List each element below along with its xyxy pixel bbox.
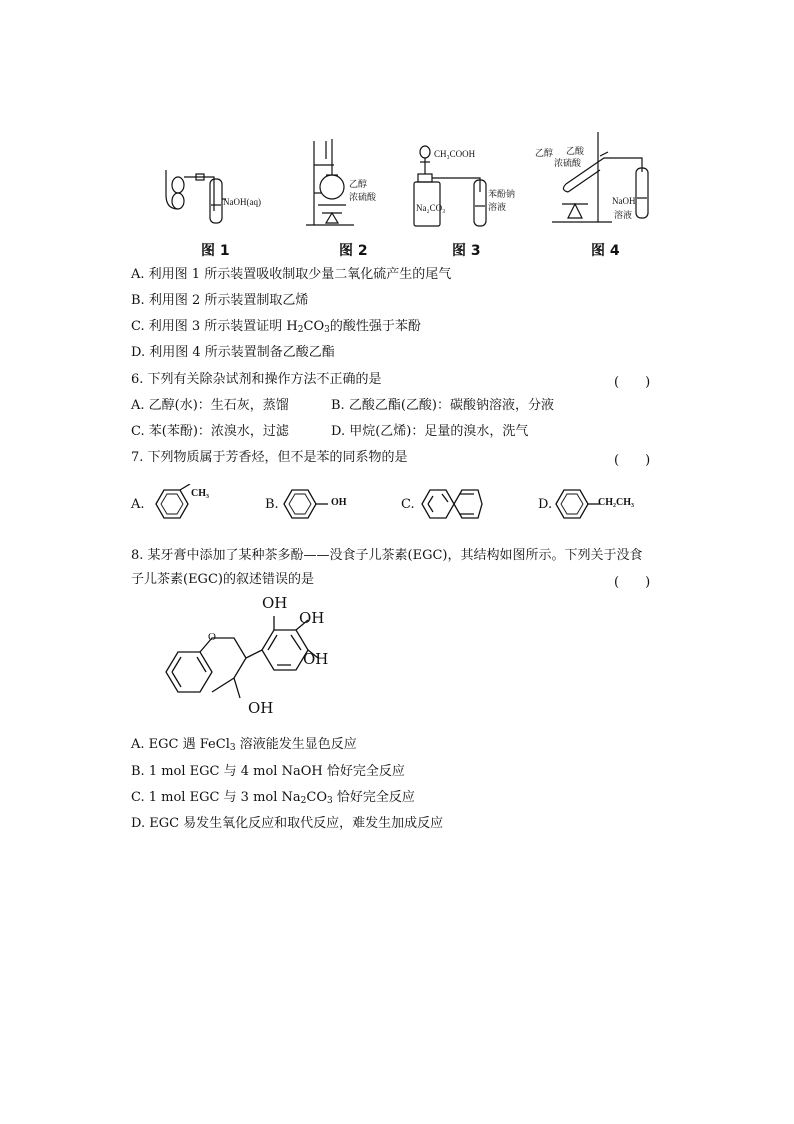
q7-stem: 7. 下列物质属于芳香烃，但不是苯的同系物的是: [131, 450, 408, 465]
ring-oxygen-label: O: [208, 631, 216, 643]
q6-option-c: C. 苯(苯酚)：浓溴水，过滤: [131, 424, 289, 439]
q5-option-c: C. 利用图 3 所示装置证明 $H_2CO_3$的酸性强于苯酚: [131, 319, 421, 335]
q8-option-d: D. EGC 易发生氧化反应和取代反应，难发生加成反应: [131, 816, 444, 831]
q7-answer-paren: ( ): [614, 453, 651, 468]
q5-option-d: D. 利用图 4 所示装置制备乙酸乙酯: [131, 345, 335, 360]
naphthalene-structure: [418, 484, 484, 524]
fig2-label-ethanol: 乙醇: [349, 179, 368, 189]
q5-option-a: A. 利用图 1 所示装置吸收制取少量二氧化硫产生的尾气: [131, 267, 452, 282]
q6-option-b: B. 乙酸乙酯(乙酸)：碳酸钠溶液，分液: [331, 398, 554, 413]
q8-option-a: A. EGC 遇 FeCl$_3$ 溶液能发生显色反应: [131, 737, 357, 753]
fig1-reagent-label: NaOH(aq): [223, 197, 261, 207]
toluene-structure: [146, 484, 226, 524]
fig3-label-1: 苯酚钠: [488, 189, 516, 199]
q7-option-d-label: D.: [538, 497, 553, 512]
q5-option-b: B. 利用图 2 所示装置制取乙烯: [131, 293, 309, 308]
toluene-group: CH₃: [191, 488, 209, 499]
q6-stem: 6. 下列有关除杂试剂和操作方法不正确的是: [131, 372, 382, 387]
egc-oh-right: OH: [303, 650, 329, 668]
q7-option-c-label: C.: [401, 497, 415, 512]
q6-option-d: D. 甲烷(乙烯)：足量的溴水，洗气: [331, 424, 529, 439]
figure-4-apparatus: [548, 128, 658, 232]
q8-stem-line2: 子儿茶素(EGC)的叙述错误的是: [131, 572, 314, 587]
ethylbenzene-group: CH₂CH₃: [598, 497, 634, 508]
fig4-label-naoh: NaOH: [612, 196, 636, 206]
fig3-label-2: 溶液: [488, 202, 507, 212]
q8-stem-line1: 8. 某牙膏中添加了某种茶多酚——没食子儿茶素(EGC)，其结构如图所示。下列关于没食: [131, 548, 643, 563]
q7-option-a-label: A.: [131, 497, 145, 512]
q8-option-c: C. 1 mol EGC 与 3 mol $Na_2CO_3$ 恰好完全反应: [131, 790, 415, 806]
phenol-group: OH: [331, 497, 347, 508]
fig3-flask-label: Na₂CO₃: [416, 203, 446, 213]
fig2-caption: 图 2: [339, 243, 368, 259]
q8-answer-paren: ( ): [614, 575, 651, 590]
fig4-label-acetic: 乙酸: [566, 146, 585, 156]
egc-oh-top: OH: [262, 594, 288, 612]
fig4-label-solution: 溶液: [614, 210, 633, 220]
q6-answer-paren: ( ): [614, 375, 651, 390]
q7-option-b-label: B.: [265, 497, 279, 512]
fig4-caption: 图 4: [591, 243, 620, 259]
fig1-caption: 图 1: [201, 243, 230, 259]
egc-oh-bottom: OH: [248, 699, 274, 717]
fig4-label-ethanol: 乙醇: [535, 148, 554, 158]
fig3-caption: 图 3: [452, 243, 481, 259]
q8-option-b: B. 1 mol EGC 与 4 mol NaOH 恰好完全反应: [131, 764, 405, 779]
fig4-label-sulfuric: 浓硫酸: [554, 158, 582, 168]
fig2-label-acid: 浓硫酸: [349, 192, 377, 202]
q6-option-a: A. 乙醇(水)：生石灰，蒸馏: [131, 398, 289, 413]
egc-oh-right-top: OH: [299, 609, 325, 627]
fig3-top-label: CH₃COOH: [434, 149, 476, 159]
